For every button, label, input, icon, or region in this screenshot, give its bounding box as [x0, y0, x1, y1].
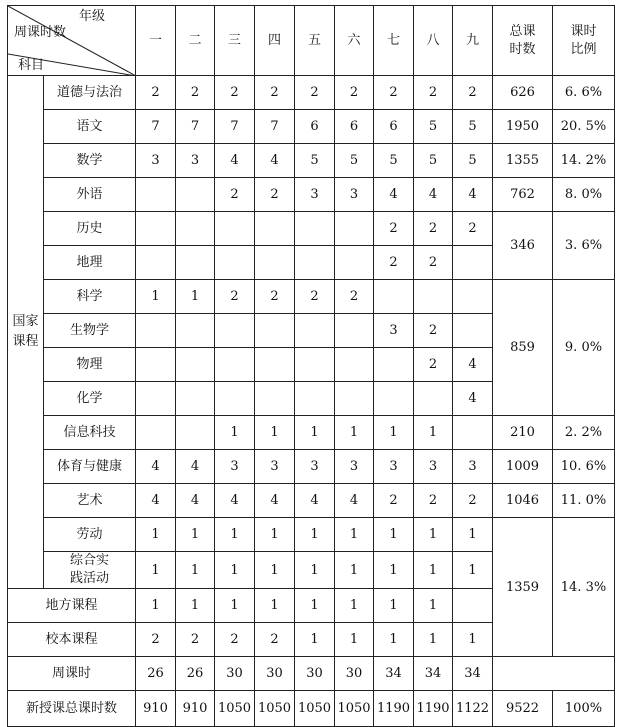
ratio-cell: 2. 2%	[553, 416, 615, 450]
ratio-cell: 100%	[553, 691, 615, 727]
hours-cell: 3	[136, 144, 176, 178]
hours-cell: 2	[255, 76, 295, 110]
total-hours-header	[493, 6, 553, 76]
hours-cell	[295, 246, 335, 280]
hours-cell	[255, 212, 295, 246]
weekly-total-row	[8, 657, 615, 691]
hours-cell: 1	[374, 552, 414, 589]
hours-cell: 2	[374, 212, 414, 246]
hours-cell: 1	[335, 623, 374, 657]
hours-cell	[255, 314, 295, 348]
hours-cell	[176, 314, 215, 348]
corner-header-cell	[8, 6, 136, 76]
hours-cell	[255, 246, 295, 280]
hours-cell: 4	[414, 178, 453, 212]
hours-cell	[453, 246, 493, 280]
hours-cell: 4	[176, 450, 215, 484]
hours-cell: 1	[414, 589, 453, 623]
hours-cell: 1	[176, 518, 215, 552]
hours-cell: 3	[374, 314, 414, 348]
grade-header: 八	[414, 6, 453, 76]
table-row	[8, 484, 615, 518]
total-hours-header-line2: 时数	[509, 41, 536, 57]
hours-cell: 1	[136, 280, 176, 314]
hours-cell: 2	[453, 212, 493, 246]
hours-cell: 7	[255, 110, 295, 144]
hours-cell: 3	[453, 450, 493, 484]
hours-cell: 1	[374, 623, 414, 657]
subject-name: 道德与法治	[44, 76, 136, 110]
hours-cell: 1	[255, 552, 295, 589]
hours-cell	[335, 314, 374, 348]
total-hours-cell: 1355	[493, 144, 553, 178]
total-hours-cell: 9522	[493, 691, 553, 727]
hours-cell: 2	[453, 76, 493, 110]
hours-cell: 1	[255, 518, 295, 552]
hours-cell: 2	[414, 314, 453, 348]
ratio-cell: 8. 0%	[553, 178, 615, 212]
hours-cell	[335, 212, 374, 246]
subject-name: 数学	[44, 144, 136, 178]
hours-cell: 4	[176, 484, 215, 518]
hours-cell: 4	[136, 450, 176, 484]
subject-name: 语文	[44, 110, 136, 144]
hours-cell	[176, 348, 215, 382]
total-hours-cell: 210	[493, 416, 553, 450]
hours-cell	[374, 280, 414, 314]
hours-cell: 4	[335, 484, 374, 518]
hours-cell	[136, 416, 176, 450]
grade-header: 七	[374, 6, 414, 76]
hours-cell	[295, 348, 335, 382]
hours-cell	[414, 382, 453, 416]
curriculum-hours-table-wrapper	[7, 5, 615, 727]
table-row	[8, 76, 615, 110]
subject-name: 生物学	[44, 314, 136, 348]
hours-cell: 3	[374, 450, 414, 484]
hours-cell: 3	[335, 450, 374, 484]
hours-cell: 34	[453, 657, 493, 691]
hours-cell: 1	[414, 552, 453, 589]
hours-cell	[176, 212, 215, 246]
total-hours-cell: 626	[493, 76, 553, 110]
total-hours-cell: 1046	[493, 484, 553, 518]
table-row	[8, 280, 615, 314]
grade-header: 四	[255, 6, 295, 76]
hours-cell	[374, 348, 414, 382]
table-row	[8, 144, 615, 178]
corner-hours-label: 周课时数	[14, 25, 67, 40]
hours-cell: 1050	[215, 691, 255, 727]
hours-cell	[136, 246, 176, 280]
hours-cell: 1	[176, 280, 215, 314]
hours-cell: 4	[215, 144, 255, 178]
hours-cell	[453, 280, 493, 314]
hours-cell	[453, 589, 493, 623]
subject-name: 外语	[44, 178, 136, 212]
local-course-label: 地方课程	[8, 589, 136, 623]
hours-cell: 26	[176, 657, 215, 691]
hours-cell: 3	[295, 450, 335, 484]
hours-cell: 30	[335, 657, 374, 691]
hours-cell: 1050	[295, 691, 335, 727]
hours-cell: 3	[255, 450, 295, 484]
ratio-cell-merged: 9. 0%	[553, 280, 615, 416]
hours-cell: 910	[176, 691, 215, 727]
hours-cell: 2	[295, 76, 335, 110]
hours-cell: 1	[453, 552, 493, 589]
national-course-label	[8, 76, 44, 589]
hours-cell: 5	[453, 144, 493, 178]
hours-cell: 1	[414, 416, 453, 450]
ratio-header-line2: 比例	[570, 41, 597, 57]
hours-cell	[215, 382, 255, 416]
ratio-cell: 20. 5%	[553, 110, 615, 144]
grade-header: 九	[453, 6, 493, 76]
hours-cell	[136, 314, 176, 348]
hours-cell	[453, 416, 493, 450]
hours-cell	[215, 348, 255, 382]
hours-cell: 1	[176, 589, 215, 623]
hours-cell: 7	[215, 110, 255, 144]
hours-cell: 2	[414, 484, 453, 518]
hours-cell: 6	[295, 110, 335, 144]
total-hours-header-line1: 总课	[509, 23, 536, 39]
hours-cell: 1050	[335, 691, 374, 727]
hours-cell	[215, 212, 255, 246]
hours-cell: 1	[255, 416, 295, 450]
hours-cell: 1	[335, 518, 374, 552]
hours-cell: 1	[414, 623, 453, 657]
hours-cell: 2	[414, 76, 453, 110]
subject-name: 信息科技	[44, 416, 136, 450]
subject-name: 历史	[44, 212, 136, 246]
ratio-cell-merged: 14. 3%	[553, 518, 615, 657]
hours-cell	[295, 212, 335, 246]
ratio-cell: 14. 2%	[553, 144, 615, 178]
hours-cell: 4	[255, 484, 295, 518]
hours-cell: 4	[374, 178, 414, 212]
hours-cell: 1	[136, 518, 176, 552]
grand-total-label: 新授课总课时数	[8, 691, 136, 727]
hours-cell: 7	[136, 110, 176, 144]
hours-cell: 1	[335, 416, 374, 450]
subject-name: 艺术	[44, 484, 136, 518]
national-label-line2: 课程	[12, 334, 39, 349]
hours-cell: 1	[335, 552, 374, 589]
hours-cell: 2	[215, 623, 255, 657]
table-row	[8, 416, 615, 450]
total-hours-cell-merged: 346	[493, 212, 553, 280]
hours-cell: 4	[255, 144, 295, 178]
weekly-hours-label: 周课时	[8, 657, 136, 691]
hours-cell: 1	[215, 518, 255, 552]
hours-cell: 2	[295, 280, 335, 314]
hours-cell: 30	[295, 657, 335, 691]
hours-cell: 1	[295, 416, 335, 450]
hours-cell: 3	[176, 144, 215, 178]
ratio-cell: 10. 6%	[553, 450, 615, 484]
weekly-empty-cell	[493, 657, 615, 691]
hours-cell: 2	[335, 76, 374, 110]
subject-name: 体育与健康	[44, 450, 136, 484]
corner-subject-label: 科目	[18, 58, 45, 73]
grade-header: 六	[335, 6, 374, 76]
hours-cell: 2	[136, 76, 176, 110]
hours-cell: 4	[453, 382, 493, 416]
subject-name: 科学	[44, 280, 136, 314]
hours-cell: 26	[136, 657, 176, 691]
hours-cell	[176, 178, 215, 212]
total-hours-cell: 1950	[493, 110, 553, 144]
total-hours-cell-merged: 859	[493, 280, 553, 416]
ratio-cell: 6. 6%	[553, 76, 615, 110]
hours-cell: 2	[374, 246, 414, 280]
hours-cell: 6	[335, 110, 374, 144]
hours-cell: 7	[176, 110, 215, 144]
corner-grade-label: 年级	[78, 9, 105, 24]
header-row	[8, 6, 615, 76]
hours-cell: 1	[374, 416, 414, 450]
hours-cell: 2	[414, 348, 453, 382]
hours-cell: 2	[215, 178, 255, 212]
subject-name-line2: 践活动	[69, 571, 109, 586]
hours-cell: 1	[215, 589, 255, 623]
ratio-cell: 11. 0%	[553, 484, 615, 518]
hours-cell: 1	[295, 518, 335, 552]
subject-name	[44, 552, 136, 589]
hours-cell	[255, 382, 295, 416]
hours-cell	[295, 382, 335, 416]
hours-cell: 2	[255, 280, 295, 314]
grade-header: 三	[215, 6, 255, 76]
total-hours-cell: 762	[493, 178, 553, 212]
hours-cell: 4	[295, 484, 335, 518]
hours-cell: 3	[414, 450, 453, 484]
table-row	[8, 212, 615, 246]
hours-cell: 4	[453, 178, 493, 212]
grand-total-row	[8, 691, 615, 727]
hours-cell	[453, 314, 493, 348]
hours-cell: 5	[374, 144, 414, 178]
hours-cell: 30	[215, 657, 255, 691]
ratio-header	[553, 6, 615, 76]
hours-cell: 1	[136, 552, 176, 589]
hours-cell	[136, 178, 176, 212]
hours-cell: 1190	[374, 691, 414, 727]
ratio-cell-merged: 3. 6%	[553, 212, 615, 280]
hours-cell: 1122	[453, 691, 493, 727]
hours-cell: 2	[255, 178, 295, 212]
hours-cell	[335, 382, 374, 416]
hours-cell	[255, 348, 295, 382]
subject-name: 地理	[44, 246, 136, 280]
hours-cell	[176, 246, 215, 280]
hours-cell: 2	[414, 212, 453, 246]
grade-header: 一	[136, 6, 176, 76]
curriculum-hours-table	[7, 5, 615, 727]
hours-cell: 5	[453, 110, 493, 144]
hours-cell: 1	[215, 416, 255, 450]
hours-cell: 2	[374, 484, 414, 518]
hours-cell: 1	[295, 552, 335, 589]
national-label-line1: 国家	[12, 314, 39, 329]
hours-cell	[414, 280, 453, 314]
hours-cell	[136, 212, 176, 246]
hours-cell	[136, 348, 176, 382]
hours-cell: 1	[453, 623, 493, 657]
hours-cell: 1	[295, 623, 335, 657]
hours-cell: 1	[136, 589, 176, 623]
hours-cell	[374, 382, 414, 416]
hours-cell	[335, 348, 374, 382]
hours-cell: 1050	[255, 691, 295, 727]
hours-cell: 4	[453, 348, 493, 382]
table-row	[8, 450, 615, 484]
hours-cell	[136, 382, 176, 416]
hours-cell: 1190	[414, 691, 453, 727]
hours-cell: 1	[255, 589, 295, 623]
hours-cell	[215, 246, 255, 280]
hours-cell: 3	[335, 178, 374, 212]
hours-cell: 1	[453, 518, 493, 552]
hours-cell: 3	[215, 450, 255, 484]
hours-cell: 2	[374, 76, 414, 110]
hours-cell: 2	[255, 623, 295, 657]
subject-name-line1: 综合实	[69, 553, 109, 568]
hours-cell: 2	[215, 280, 255, 314]
hours-cell: 2	[335, 280, 374, 314]
hours-cell: 1	[176, 552, 215, 589]
school-course-label: 校本课程	[8, 623, 136, 657]
total-hours-cell: 1009	[493, 450, 553, 484]
hours-cell	[176, 382, 215, 416]
hours-cell: 1	[335, 589, 374, 623]
hours-cell: 4	[136, 484, 176, 518]
table-row	[8, 178, 615, 212]
hours-cell: 2	[176, 623, 215, 657]
hours-cell: 2	[215, 76, 255, 110]
hours-cell	[335, 246, 374, 280]
subject-name: 化学	[44, 382, 136, 416]
ratio-header-line1: 课时	[570, 23, 597, 39]
hours-cell: 1	[374, 518, 414, 552]
hours-cell: 34	[374, 657, 414, 691]
hours-cell	[176, 416, 215, 450]
hours-cell: 5	[295, 144, 335, 178]
grade-header: 二	[176, 6, 215, 76]
hours-cell: 3	[295, 178, 335, 212]
hours-cell: 1	[374, 589, 414, 623]
hours-cell: 2	[453, 484, 493, 518]
grade-header: 五	[295, 6, 335, 76]
table-row	[8, 518, 615, 552]
hours-cell: 30	[255, 657, 295, 691]
subject-name: 劳动	[44, 518, 136, 552]
subject-name: 物理	[44, 348, 136, 382]
hours-cell	[295, 314, 335, 348]
hours-cell: 6	[374, 110, 414, 144]
hours-cell: 5	[414, 144, 453, 178]
hours-cell: 2	[176, 76, 215, 110]
hours-cell: 2	[136, 623, 176, 657]
table-row	[8, 110, 615, 144]
hours-cell: 5	[414, 110, 453, 144]
hours-cell: 1	[295, 589, 335, 623]
hours-cell: 5	[335, 144, 374, 178]
hours-cell: 1	[414, 518, 453, 552]
hours-cell	[215, 314, 255, 348]
hours-cell: 1	[215, 552, 255, 589]
hours-cell: 34	[414, 657, 453, 691]
hours-cell: 910	[136, 691, 176, 727]
hours-cell: 2	[414, 246, 453, 280]
total-hours-cell-merged: 1359	[493, 518, 553, 657]
hours-cell: 4	[215, 484, 255, 518]
